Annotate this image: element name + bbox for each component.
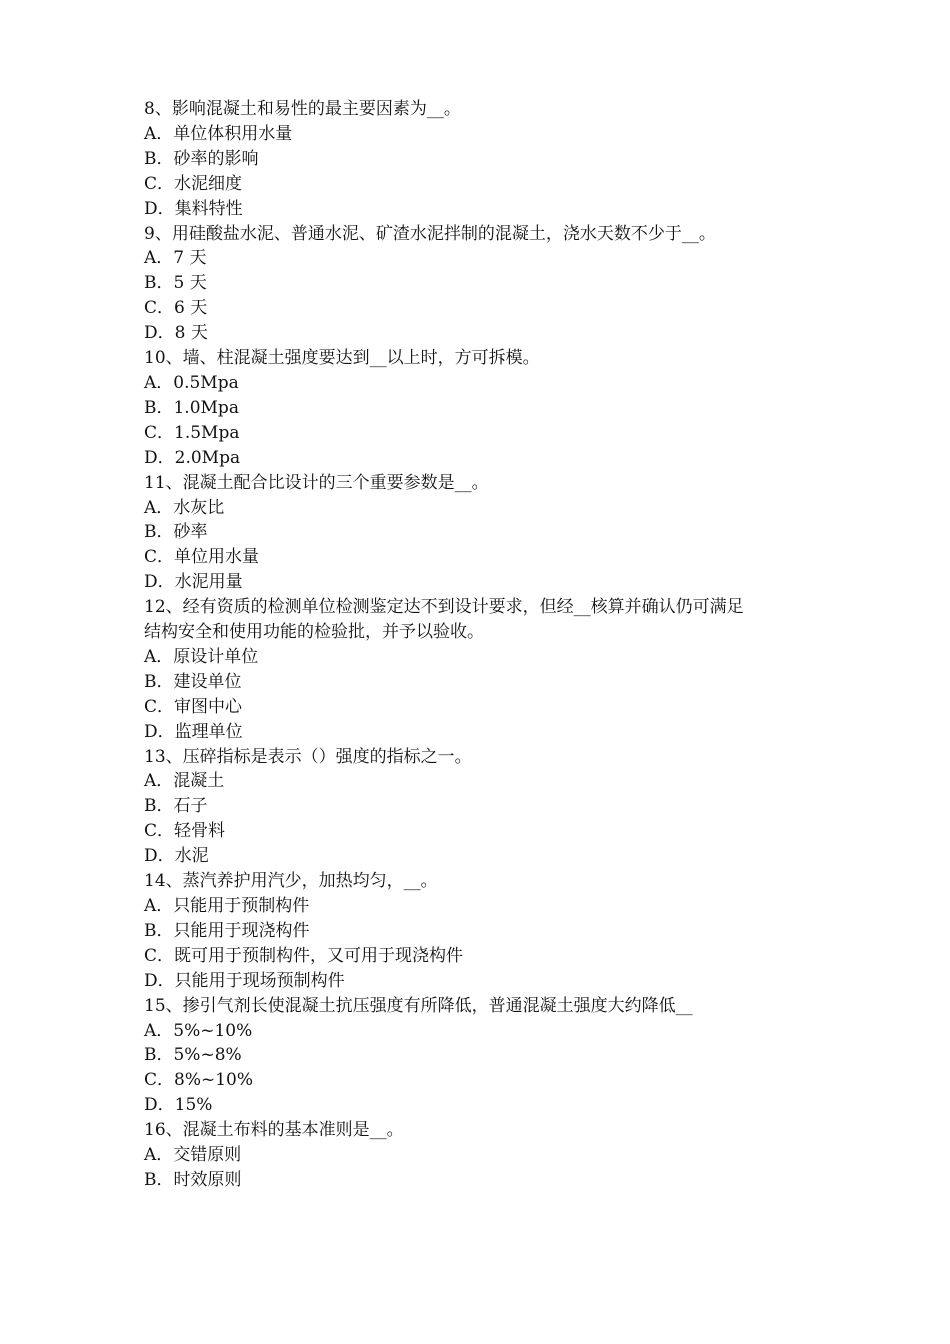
- answer-option: B．石子: [144, 796, 208, 817]
- answer-option: A．原设计单位: [144, 646, 259, 667]
- answer-option: B．砂率的影响: [144, 148, 259, 169]
- answer-option: B．只能用于现浇构件: [144, 920, 310, 941]
- answer-option: A．5%~10%: [144, 1020, 253, 1041]
- answer-option: D．水泥: [144, 846, 209, 867]
- answer-option: B．1.0Mpa: [144, 397, 239, 418]
- answer-option: D．只能用于现场预制构件: [144, 970, 345, 991]
- answer-option: D．15%: [144, 1095, 213, 1116]
- answer-option: A．混凝土: [144, 771, 225, 792]
- answer-option: C．6 天: [144, 298, 208, 319]
- answer-option: B．时效原则: [144, 1169, 242, 1190]
- question-text: 12、经有资质的检测单位检测鉴定达不到设计要求，但经__核算并确认仍可满足: [144, 597, 744, 618]
- answer-option: C．审图中心: [144, 696, 243, 717]
- question-text: 结构安全和使用功能的检验批，并予以验收。: [144, 622, 484, 643]
- answer-option: A．单位体积用水量: [144, 123, 293, 144]
- answer-option: C．既可用于预制构件，又可用于现浇构件: [144, 945, 464, 966]
- question-block: [144, 471, 824, 596]
- answer-option: C．1.5Mpa: [144, 422, 240, 443]
- answer-option: D．水泥用量: [144, 572, 243, 593]
- question-text: 8、影响混凝土和易性的最主要因素为__。: [144, 99, 461, 119]
- question-block: [144, 1118, 824, 1193]
- question-block: [144, 869, 824, 994]
- answer-option: B．5%~8%: [144, 1045, 242, 1066]
- question-block: [144, 994, 824, 1119]
- answer-option: C．8%~10%: [144, 1070, 254, 1091]
- answer-option: C．水泥细度: [144, 173, 243, 194]
- question-block: [144, 346, 824, 471]
- question-block: [144, 97, 824, 222]
- question-block: [144, 745, 824, 870]
- answer-option: D．2.0Mpa: [144, 447, 241, 468]
- answer-option: B．5 天: [144, 273, 207, 294]
- answer-option: C．轻骨料: [144, 821, 226, 842]
- answer-option: A．只能用于预制构件: [144, 896, 310, 916]
- answer-option: C．单位用水量: [144, 547, 260, 568]
- answer-option: B．砂率: [144, 522, 208, 543]
- answer-option: D．8 天: [144, 323, 208, 344]
- question-block: [144, 595, 824, 744]
- question-text: 11、混凝土配合比设计的三个重要参数是__。: [144, 472, 489, 493]
- answer-option: A．7 天: [144, 248, 207, 269]
- question-block: [144, 222, 824, 347]
- question-text: 16、混凝土布料的基本准则是__。: [144, 1120, 404, 1141]
- answer-option: A．交错原则: [144, 1145, 242, 1166]
- answer-option: D．监理单位: [144, 721, 243, 742]
- question-text: 14、蒸汽养护用汽少，加热均匀，__。: [144, 871, 438, 892]
- question-text: 10、墙、柱混凝土强度要达到__以上时，方可拆模。: [144, 348, 540, 369]
- answer-option: D．集料特性: [144, 198, 243, 219]
- answer-option: B．建设单位: [144, 671, 242, 692]
- answer-option: A．0.5Mpa: [144, 372, 239, 393]
- question-text: 9、用硅酸盐水泥、普通水泥、矿渣水泥拌制的混凝土，浇水天数不少于__。: [144, 223, 716, 244]
- question-text: 13、压碎指标是表示（）强度的指标之一。: [144, 746, 472, 767]
- document-body: [144, 97, 824, 1193]
- question-text: 15、掺引气剂长使混凝土抗压强度有所降低，普通混凝土强度大约降低__: [144, 995, 693, 1016]
- answer-option: A．水灰比: [144, 497, 225, 518]
